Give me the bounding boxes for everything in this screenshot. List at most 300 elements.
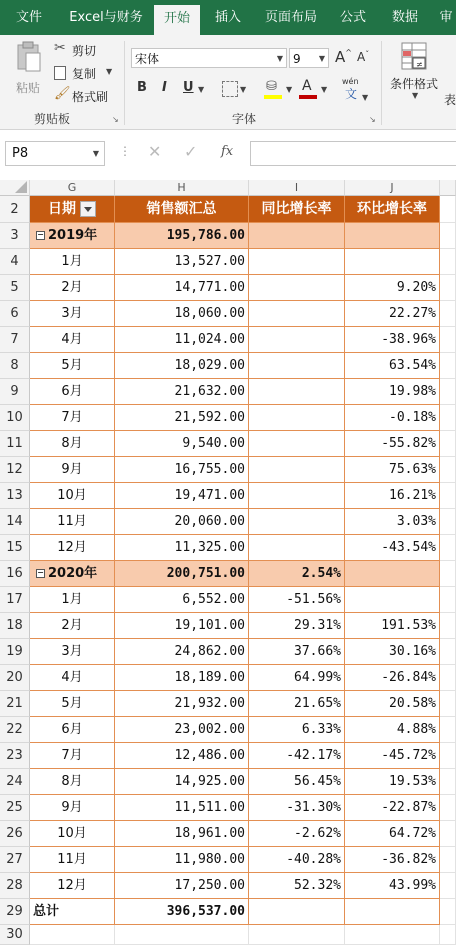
table-cell[interactable] xyxy=(345,769,440,795)
table-cell[interactable] xyxy=(249,405,345,431)
chevron-down-icon: ▼ xyxy=(318,54,325,63)
table-cell[interactable] xyxy=(115,769,249,795)
cell-value: 10月 xyxy=(57,826,87,841)
table-cell[interactable] xyxy=(345,665,440,691)
table-cell[interactable] xyxy=(115,223,249,249)
format-as-table-label[interactable]: 表 xyxy=(444,93,456,107)
empty-cell[interactable] xyxy=(440,587,456,613)
table-cell[interactable] xyxy=(345,561,440,587)
table-cell[interactable] xyxy=(345,405,440,431)
cell-value: 21,592.00 xyxy=(174,410,245,425)
table-cell[interactable] xyxy=(345,327,440,353)
table-cell[interactable] xyxy=(115,613,249,639)
row-header[interactable]: 5 xyxy=(0,275,30,301)
cell-value: 9月 xyxy=(61,462,83,477)
conditional-format-label: 条件格式 xyxy=(390,77,439,91)
cell-value: 11月 xyxy=(57,514,87,529)
table-cell[interactable] xyxy=(30,483,115,509)
empty-cell[interactable] xyxy=(440,196,456,223)
table-cell[interactable] xyxy=(249,665,345,691)
table-cell[interactable] xyxy=(30,509,115,535)
table-cell[interactable] xyxy=(30,899,115,925)
font-size-combo[interactable] xyxy=(289,48,329,68)
table-cell[interactable] xyxy=(249,691,345,717)
row-header[interactable]: 23 xyxy=(0,743,30,769)
table-cell[interactable] xyxy=(115,379,249,405)
empty-cell[interactable] xyxy=(440,613,456,639)
table-cell[interactable] xyxy=(30,249,115,275)
table-cell[interactable] xyxy=(115,431,249,457)
row-header[interactable]: 26 xyxy=(0,821,30,847)
cell-value: -40.28% xyxy=(286,852,341,867)
table-cell[interactable] xyxy=(115,275,249,301)
font-color-letter: A xyxy=(302,78,312,94)
table-cell[interactable] xyxy=(249,613,345,639)
table-cell[interactable] xyxy=(249,353,345,379)
format-painter-button[interactable] xyxy=(54,87,118,105)
table-cell[interactable] xyxy=(249,249,345,275)
copy-icon xyxy=(54,66,66,80)
table-cell[interactable] xyxy=(345,249,440,275)
row-header[interactable]: 3 xyxy=(0,223,30,249)
table-cell[interactable] xyxy=(249,431,345,457)
fill-color-button[interactable] xyxy=(264,79,282,99)
dialog-launcher-icon[interactable]: ↘ xyxy=(369,115,376,124)
phonetic-char: 文 xyxy=(345,87,358,101)
table-cell[interactable] xyxy=(345,613,440,639)
cancel-icon[interactable]: ✕ xyxy=(148,142,162,161)
cell-value: 12,486.00 xyxy=(174,748,245,763)
table-cell[interactable] xyxy=(345,535,440,561)
table-header-label: 同比增长率 xyxy=(261,201,332,217)
table-cell[interactable] xyxy=(249,587,345,613)
table-cell[interactable] xyxy=(115,457,249,483)
row-header[interactable]: 6 xyxy=(0,301,30,327)
cell-value: 3月 xyxy=(61,306,83,321)
cell-value: 18,189.00 xyxy=(174,670,245,685)
table-cell[interactable] xyxy=(345,353,440,379)
conditional-format-icon xyxy=(400,41,430,71)
table-cell[interactable] xyxy=(30,301,115,327)
empty-cell[interactable] xyxy=(440,873,456,899)
clipboard-group-label: 剪贴板 xyxy=(34,112,71,126)
table-cell[interactable] xyxy=(30,431,115,457)
row-header[interactable]: 11 xyxy=(0,431,30,457)
insert-function-icon[interactable]: fx xyxy=(221,144,234,159)
table-header-cell[interactable] xyxy=(115,196,249,223)
tab-review[interactable]: 审 xyxy=(439,10,453,25)
row-header[interactable]: 12 xyxy=(0,457,30,483)
copy-button[interactable] xyxy=(54,64,118,82)
cell-value: 3.03% xyxy=(396,514,436,529)
table-cell[interactable] xyxy=(30,561,115,587)
row-header[interactable]: 8 xyxy=(0,353,30,379)
empty-cell[interactable] xyxy=(30,925,115,945)
empty-cell[interactable] xyxy=(440,405,456,431)
cell-value: -22.87% xyxy=(381,800,436,815)
cell-value: 2019年 xyxy=(48,228,98,243)
phonetic-pinyin: wén xyxy=(342,77,359,86)
cell-value: 2020年 xyxy=(48,566,98,581)
grow-font-letter: A xyxy=(335,48,346,66)
cell-value: 6月 xyxy=(61,722,83,737)
cut-button[interactable] xyxy=(54,41,118,59)
empty-cell[interactable] xyxy=(440,717,456,743)
table-cell[interactable] xyxy=(115,249,249,275)
empty-cell[interactable] xyxy=(440,925,456,945)
paste-button[interactable] xyxy=(12,41,46,101)
tab-data[interactable]: 数据 xyxy=(391,10,418,25)
table-cell[interactable] xyxy=(115,509,249,535)
table-header-label: 日期 xyxy=(48,201,76,217)
tab-insert[interactable]: 插入 xyxy=(214,10,241,25)
tab-home[interactable]: 开始 xyxy=(154,5,200,35)
table-cell[interactable] xyxy=(115,899,249,925)
paste-icon xyxy=(14,41,44,73)
copy-label: 复制 xyxy=(72,67,97,81)
cell-value: -55.82% xyxy=(381,436,436,451)
empty-cell[interactable] xyxy=(440,665,456,691)
conditional-format-button[interactable] xyxy=(388,41,444,103)
table-header-cell[interactable] xyxy=(30,196,115,223)
row-header[interactable]: 4 xyxy=(0,249,30,275)
row-header[interactable]: 28 xyxy=(0,873,30,899)
empty-cell[interactable] xyxy=(440,639,456,665)
select-all-corner[interactable] xyxy=(0,180,30,196)
table-cell[interactable] xyxy=(30,587,115,613)
empty-cell[interactable] xyxy=(440,223,456,249)
table-cell[interactable] xyxy=(345,717,440,743)
row-header[interactable]: 13 xyxy=(0,483,30,509)
enter-icon[interactable]: ✓ xyxy=(184,142,198,161)
empty-cell[interactable] xyxy=(440,353,456,379)
cell-value: 19.98% xyxy=(389,384,436,399)
empty-cell[interactable] xyxy=(440,275,456,301)
empty-cell[interactable] xyxy=(440,769,456,795)
table-cell[interactable] xyxy=(115,795,249,821)
empty-cell[interactable] xyxy=(249,925,345,945)
table-cell[interactable] xyxy=(30,769,115,795)
cell-value: 75.63% xyxy=(389,462,436,477)
table-header-cell[interactable] xyxy=(249,196,345,223)
cell-value: 8月 xyxy=(61,436,83,451)
shrink-font-button[interactable] xyxy=(357,50,369,64)
empty-cell[interactable] xyxy=(440,743,456,769)
table-cell[interactable] xyxy=(30,405,115,431)
table-cell[interactable] xyxy=(115,327,249,353)
table-cell[interactable] xyxy=(30,275,115,301)
table-cell[interactable] xyxy=(30,665,115,691)
empty-cell[interactable] xyxy=(440,795,456,821)
name-box[interactable] xyxy=(5,141,105,166)
chevron-down-icon[interactable]: ▼ xyxy=(286,85,293,94)
table-cell[interactable] xyxy=(249,457,345,483)
table-cell[interactable] xyxy=(345,691,440,717)
table-cell[interactable] xyxy=(115,821,249,847)
table-cell[interactable] xyxy=(345,457,440,483)
cell-value: 4月 xyxy=(61,332,83,347)
table-cell[interactable] xyxy=(30,613,115,639)
collapse-icon[interactable]: − xyxy=(37,230,44,239)
table-cell[interactable] xyxy=(249,535,345,561)
table-cell[interactable] xyxy=(115,301,249,327)
column-header-i[interactable]: I xyxy=(249,180,345,196)
chevron-down-icon[interactable]: ▼ xyxy=(362,93,369,102)
table-cell[interactable] xyxy=(249,483,345,509)
font-color-button[interactable] xyxy=(299,79,317,99)
underline-button[interactable]: U xyxy=(183,80,194,95)
cell-value: 21.65% xyxy=(294,696,341,711)
empty-cell[interactable] xyxy=(440,535,456,561)
chevron-down-icon: ▼ xyxy=(92,149,99,158)
table-cell[interactable] xyxy=(345,847,440,873)
font-color-swatch xyxy=(299,95,317,99)
row-header[interactable]: 25 xyxy=(0,795,30,821)
cell-value: -31.30% xyxy=(286,800,341,815)
table-cell[interactable] xyxy=(30,535,115,561)
table-cell[interactable] xyxy=(345,223,440,249)
row-header[interactable]: 10 xyxy=(0,405,30,431)
cell-value: 30.16% xyxy=(389,644,436,659)
cell-value: 21,632.00 xyxy=(174,384,245,399)
table-cell[interactable] xyxy=(345,509,440,535)
table-cell[interactable] xyxy=(249,795,345,821)
table-cell[interactable] xyxy=(345,587,440,613)
table-cell[interactable] xyxy=(249,509,345,535)
collapse-icon[interactable]: − xyxy=(37,568,44,577)
row-header[interactable]: 16 xyxy=(0,561,30,587)
table-cell[interactable] xyxy=(30,327,115,353)
table-cell[interactable] xyxy=(115,561,249,587)
empty-cell[interactable] xyxy=(440,379,456,405)
row-header[interactable]: 21 xyxy=(0,691,30,717)
table-cell[interactable] xyxy=(30,457,115,483)
italic-button[interactable]: I xyxy=(162,80,167,95)
cell-value: 56.45% xyxy=(294,774,341,789)
cell-value: 2月 xyxy=(61,618,83,633)
table-cell[interactable] xyxy=(115,587,249,613)
cell-value: -45.72% xyxy=(381,748,436,763)
empty-cell[interactable] xyxy=(440,509,456,535)
row-header[interactable]: 22 xyxy=(0,717,30,743)
table-cell[interactable] xyxy=(345,795,440,821)
worksheet-grid xyxy=(0,180,456,946)
table-cell[interactable] xyxy=(30,795,115,821)
cell-value: 11月 xyxy=(57,852,87,867)
table-cell[interactable] xyxy=(345,275,440,301)
table-cell[interactable] xyxy=(30,873,115,899)
select-all-icon xyxy=(15,181,27,193)
borders-button[interactable] xyxy=(222,81,238,97)
table-cell[interactable] xyxy=(30,379,115,405)
font-size-value: 9 xyxy=(293,52,301,66)
table-cell[interactable] xyxy=(115,405,249,431)
empty-cell[interactable] xyxy=(440,301,456,327)
cell-value: 6月 xyxy=(61,384,83,399)
table-cell[interactable] xyxy=(115,639,249,665)
shrink-font-letter: A xyxy=(357,50,366,64)
row-header[interactable]: 29 xyxy=(0,899,30,925)
table-cell[interactable] xyxy=(30,821,115,847)
table-cell[interactable] xyxy=(115,743,249,769)
tab-file[interactable]: 文件 xyxy=(15,10,42,25)
scissors-icon: ✂ xyxy=(54,40,66,56)
filter-dropdown-icon[interactable] xyxy=(80,201,96,217)
empty-cell[interactable] xyxy=(440,561,456,587)
cell-value: 11,980.00 xyxy=(174,852,245,867)
empty-cell[interactable] xyxy=(440,821,456,847)
cell-value: 8月 xyxy=(61,774,83,789)
cell-value: 11,325.00 xyxy=(174,540,245,555)
table-cell[interactable] xyxy=(249,717,345,743)
cell-value: 64.99% xyxy=(294,670,341,685)
cell-value: 18,029.00 xyxy=(174,358,245,373)
cell-value: -38.96% xyxy=(381,332,436,347)
table-cell[interactable] xyxy=(249,327,345,353)
row-header[interactable]: 2 xyxy=(0,196,30,223)
row-header[interactable]: 30 xyxy=(0,925,30,945)
empty-cell[interactable] xyxy=(440,847,456,873)
cell-value: 29.31% xyxy=(294,618,341,633)
cell-value: 4月 xyxy=(61,670,83,685)
table-cell[interactable] xyxy=(115,483,249,509)
row-header[interactable]: 17 xyxy=(0,587,30,613)
row-header[interactable]: 24 xyxy=(0,769,30,795)
group-divider xyxy=(124,41,125,125)
empty-cell[interactable] xyxy=(115,925,249,945)
table-cell[interactable] xyxy=(249,301,345,327)
table-cell[interactable] xyxy=(249,561,345,587)
row-header[interactable]: 18 xyxy=(0,613,30,639)
table-cell[interactable] xyxy=(30,639,115,665)
chevron-down-icon[interactable]: ▼ xyxy=(198,85,205,94)
format-painter-label: 格式刷 xyxy=(72,90,109,104)
empty-cell[interactable] xyxy=(440,899,456,925)
chevron-down-icon[interactable]: ▼ xyxy=(321,85,328,94)
table-cell[interactable] xyxy=(249,769,345,795)
cell-value: 14,771.00 xyxy=(174,280,245,295)
cell-value: 18,060.00 xyxy=(174,306,245,321)
cell-value: 16.21% xyxy=(389,488,436,503)
table-cell[interactable] xyxy=(249,847,345,873)
cell-value: 9月 xyxy=(61,800,83,815)
chevron-down-icon: ▼ xyxy=(276,54,283,63)
row-header[interactable]: 7 xyxy=(0,327,30,353)
table-cell[interactable] xyxy=(345,301,440,327)
tab-page-layout[interactable]: 页面布局 xyxy=(264,10,317,25)
table-cell[interactable] xyxy=(345,821,440,847)
table-cell[interactable] xyxy=(30,223,115,249)
table-cell[interactable] xyxy=(249,275,345,301)
empty-cell[interactable] xyxy=(440,249,456,275)
row-header[interactable]: 19 xyxy=(0,639,30,665)
table-cell[interactable] xyxy=(30,717,115,743)
empty-cell[interactable] xyxy=(440,691,456,717)
cell-value: 200,751.00 xyxy=(166,566,245,581)
table-cell[interactable] xyxy=(249,821,345,847)
table-cell[interactable] xyxy=(249,743,345,769)
table-cell[interactable] xyxy=(30,743,115,769)
formula-input[interactable] xyxy=(250,141,456,166)
empty-cell[interactable] xyxy=(440,483,456,509)
table-cell[interactable] xyxy=(115,717,249,743)
table-cell[interactable] xyxy=(345,483,440,509)
table-cell[interactable] xyxy=(249,379,345,405)
row-header[interactable]: 15 xyxy=(0,535,30,561)
table-cell[interactable] xyxy=(345,899,440,925)
table-cell[interactable] xyxy=(345,743,440,769)
empty-cell[interactable] xyxy=(440,327,456,353)
cell-value: 20.58% xyxy=(389,696,436,711)
cell-value: -36.82% xyxy=(381,852,436,867)
dialog-launcher-icon[interactable]: ↘ xyxy=(112,115,119,124)
tab-formulas[interactable]: 公式 xyxy=(339,10,366,25)
table-cell[interactable] xyxy=(345,431,440,457)
column-header-h[interactable]: H xyxy=(115,180,249,196)
table-cell[interactable] xyxy=(30,353,115,379)
row-header[interactable]: 20 xyxy=(0,665,30,691)
cell-value: 总计 xyxy=(33,904,60,919)
tab-excel-finance[interactable]: Excel与财务 xyxy=(69,10,143,25)
more-options-icon: ⋮ xyxy=(119,144,131,158)
table-cell[interactable] xyxy=(249,639,345,665)
table-cell[interactable] xyxy=(115,353,249,379)
table-cell[interactable] xyxy=(115,847,249,873)
cell-value: 7月 xyxy=(61,748,83,763)
bold-button[interactable]: B xyxy=(137,80,147,95)
table-cell[interactable] xyxy=(249,899,345,925)
ribbon xyxy=(0,35,456,130)
table-cell[interactable] xyxy=(115,873,249,899)
cell-value: -42.17% xyxy=(286,748,341,763)
cell-value: 22.27% xyxy=(389,306,436,321)
row-header[interactable]: 9 xyxy=(0,379,30,405)
font-name-combo[interactable] xyxy=(131,48,287,68)
table-cell[interactable] xyxy=(115,665,249,691)
table-cell[interactable] xyxy=(345,639,440,665)
table-cell[interactable] xyxy=(249,223,345,249)
empty-cell[interactable] xyxy=(440,431,456,457)
column-header-j[interactable]: J xyxy=(345,180,440,196)
table-cell[interactable] xyxy=(249,873,345,899)
row-header[interactable]: 14 xyxy=(0,509,30,535)
cell-value: 13,527.00 xyxy=(174,254,245,269)
cell-value: 16,755.00 xyxy=(174,462,245,477)
table-cell[interactable] xyxy=(30,847,115,873)
column-header-k[interactable] xyxy=(440,180,456,196)
cell-value: 19.53% xyxy=(389,774,436,789)
cut-label: 剪切 xyxy=(72,44,97,58)
cell-value: 5月 xyxy=(61,358,83,373)
cell-value: 195,786.00 xyxy=(166,228,245,243)
cell-value: -43.54% xyxy=(381,540,436,555)
table-header-cell[interactable] xyxy=(345,196,440,223)
table-cell[interactable] xyxy=(115,691,249,717)
column-header-g[interactable]: G xyxy=(30,180,115,196)
table-cell[interactable] xyxy=(345,873,440,899)
cell-value: 9.20% xyxy=(396,280,436,295)
empty-cell[interactable] xyxy=(345,925,440,945)
table-cell[interactable] xyxy=(115,535,249,561)
row-header[interactable]: 27 xyxy=(0,847,30,873)
table-cell[interactable] xyxy=(345,379,440,405)
table-cell[interactable] xyxy=(30,691,115,717)
cell-value: 5月 xyxy=(61,696,83,711)
empty-cell[interactable] xyxy=(440,457,456,483)
cell-value: 37.66% xyxy=(294,644,341,659)
grow-font-button[interactable] xyxy=(335,48,352,66)
chevron-down-icon[interactable]: ▼ xyxy=(240,85,247,94)
